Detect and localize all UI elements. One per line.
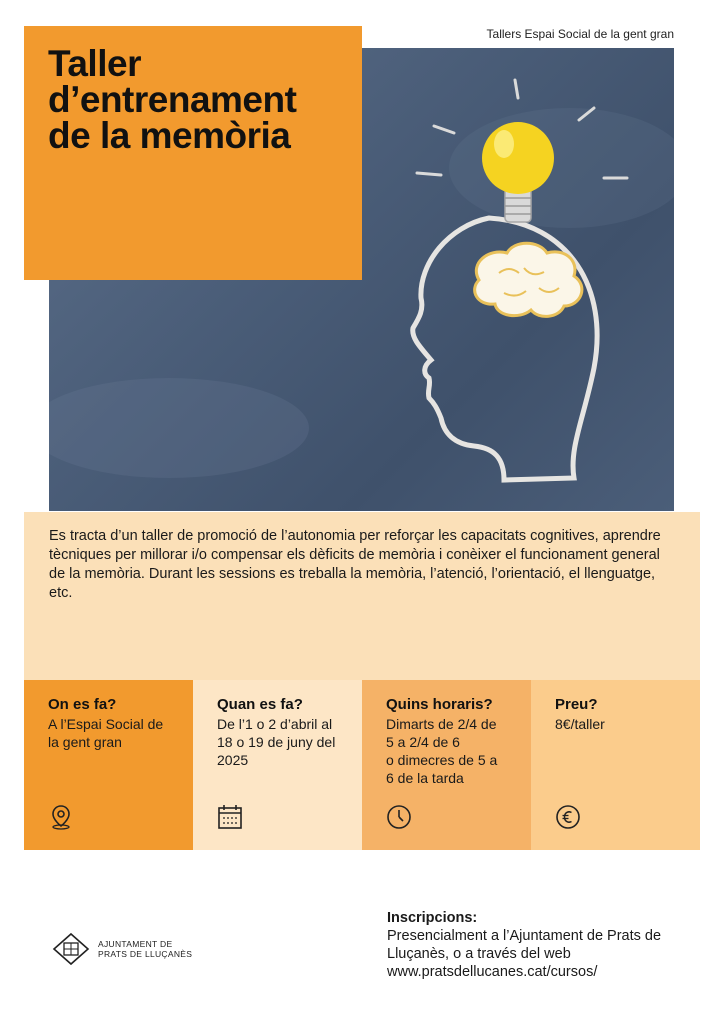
- price-heading: Preu?: [555, 696, 598, 713]
- registration-block: [387, 910, 707, 981]
- where-heading: On es fa?: [48, 696, 117, 713]
- when-value: De l’1 o 2 d’abril al 18 o 19 de juny del 2025: [217, 716, 336, 768]
- town-hall-logo: [52, 932, 192, 966]
- where-value: A l’Espai Social de la gent gran: [48, 716, 164, 750]
- registration-text: Presencialment a l’Ajuntament de Prats de Lluçanès, o a través del web: [387, 928, 662, 962]
- description-text: Es tracta d’un taller de promoció de l’autonomia per reforçar les capacitats cognitives, aprendre tècniques per millorar i/o compensar els dèficits de memòria i conèixer el funcionament general de la memòria. Durant les sessions es treballa la memòria, l’atenció, l’orientació, el llenguatge, etc.: [49, 528, 661, 601]
- description-block: [24, 512, 700, 680]
- series-label: Tallers Espai Social de la gent gran: [486, 27, 674, 41]
- hours-card: [362, 680, 531, 850]
- clock-icon: [386, 804, 412, 830]
- hours-line2: o dimecres de 5 a 6 de la tarda: [386, 752, 498, 786]
- when-card: [193, 680, 362, 850]
- calendar-icon: [217, 804, 243, 830]
- registration-heading: Inscripcions:: [387, 910, 478, 926]
- price-value: 8€/taller: [555, 716, 605, 732]
- where-card: [24, 680, 193, 850]
- price-card: [531, 680, 700, 850]
- hours-heading: Quins horaris?: [386, 696, 493, 713]
- page-title: Taller d’entrenament de la memòria: [48, 43, 297, 156]
- euro-icon: [555, 804, 581, 830]
- logo-line1: AJUNTAMENT DE: [98, 939, 173, 949]
- registration-url[interactable]: www.pratsdellucanes.cat/cursos/: [387, 964, 598, 980]
- title-block: [24, 26, 362, 280]
- info-row: [24, 680, 700, 850]
- town-hall-emblem-icon: [52, 932, 90, 966]
- logo-line2: PRATS DE LLUÇANÈS: [98, 949, 193, 959]
- hours-line1: Dimarts de 2/4 de 5 a 2/4 de 6: [386, 716, 497, 750]
- location-pin-icon: [48, 804, 74, 830]
- when-heading: Quan es fa?: [217, 696, 303, 713]
